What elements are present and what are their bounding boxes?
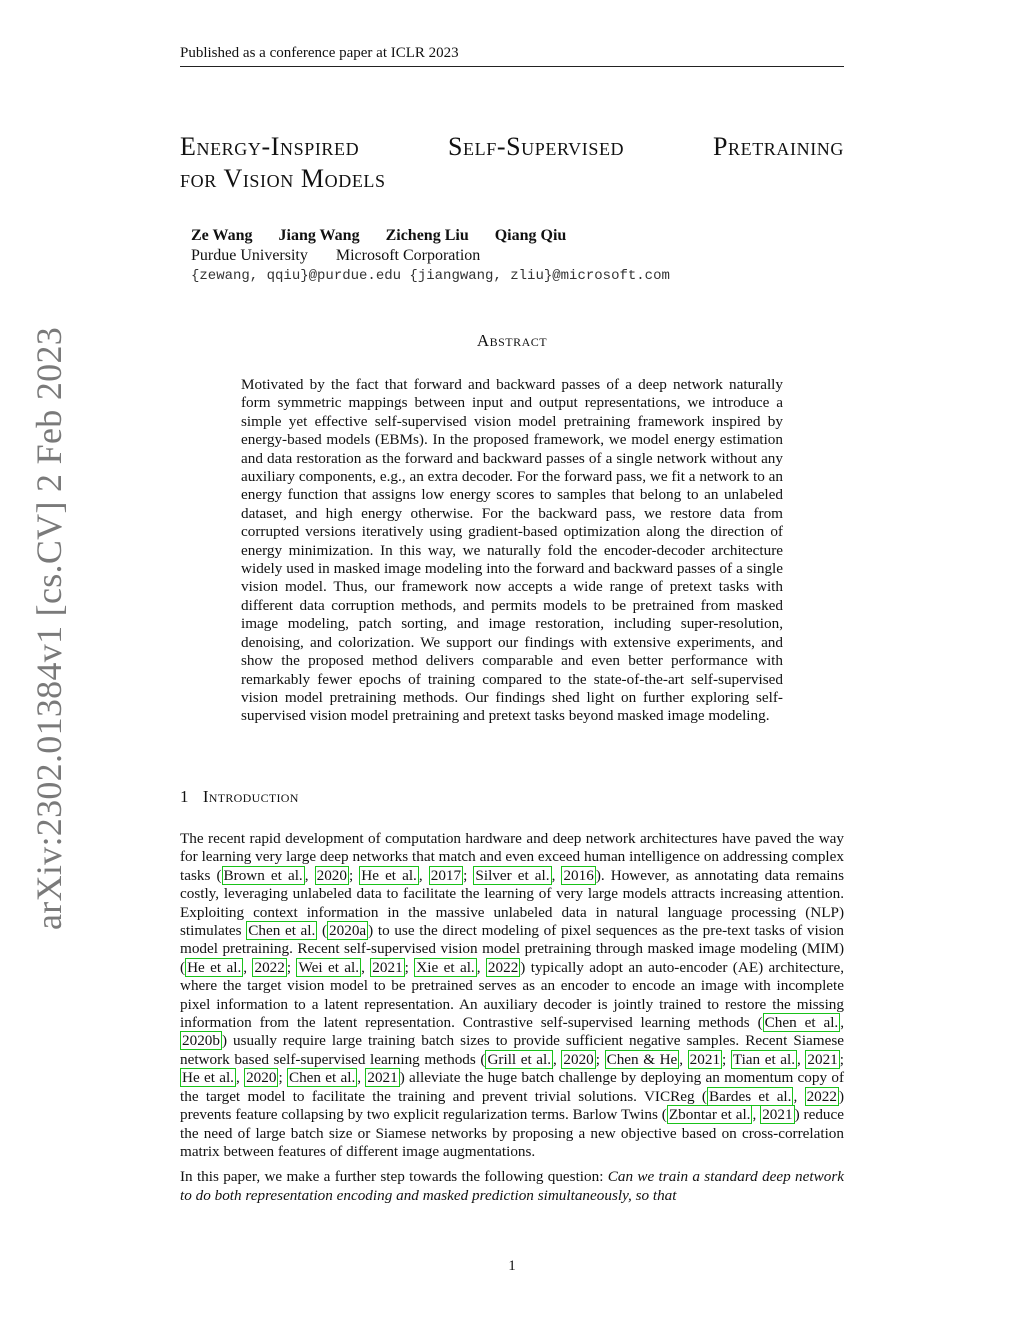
citation-link[interactable]: Grill et al. — [487, 1050, 552, 1068]
citation-link[interactable]: 2021 — [689, 1050, 721, 1068]
citation-link[interactable]: Chen & He — [606, 1050, 678, 1068]
citation-link[interactable]: Chen et al. — [288, 1069, 356, 1087]
author-name: Ze Wang — [191, 227, 253, 244]
citation-link[interactable]: 2017 — [430, 866, 462, 884]
citation-link[interactable]: Xie et al. — [416, 958, 475, 976]
running-header: Published as a conference paper at ICLR 2023 — [180, 45, 459, 61]
citation-link[interactable]: Bardes et al. — [708, 1087, 792, 1105]
citation-link[interactable]: 2021 — [367, 1069, 398, 1087]
citation-link[interactable]: Silver et al. — [475, 866, 550, 884]
citation-link[interactable]: 2022 — [254, 958, 285, 976]
section-heading — [180, 787, 299, 807]
arxiv-identifier: arXiv:2302.01384v1 [cs.CV] 2 Feb 2023 — [29, 326, 69, 930]
citation-link[interactable]: Chen et al. — [248, 922, 316, 940]
citation-link[interactable]: 2022 — [806, 1087, 837, 1105]
author-name: Qiang Qiu — [494, 227, 567, 244]
author-name: Zicheng Liu — [385, 227, 469, 244]
citation-link[interactable]: He et al. — [361, 866, 417, 884]
citation-link[interactable]: 2020 — [316, 866, 347, 884]
title-word: Pretraining — [712, 132, 844, 161]
affiliation: Purdue University — [191, 247, 308, 264]
citation-link[interactable]: 2021 — [762, 1106, 793, 1124]
author-names — [191, 226, 670, 246]
paper-title — [180, 131, 844, 195]
author-name: Jiang Wang — [278, 227, 360, 244]
citation-link[interactable]: Chen et al. — [764, 1014, 839, 1032]
citation-link[interactable]: 2020a — [329, 922, 367, 940]
citation-link[interactable]: Zbontar et al. — [668, 1106, 751, 1124]
citation-link[interactable]: 2021 — [807, 1050, 838, 1068]
introduction-body — [180, 830, 844, 1212]
header-rule — [180, 66, 844, 67]
section-number: 1 — [180, 787, 189, 806]
citation-link[interactable]: 2020 — [246, 1069, 277, 1087]
paragraph: In this paper, we make a further step towards the following question: Can we train a standard deep network to do both representation encoding and masked prediction simultaneously, so that — [180, 1168, 844, 1204]
research-question: Can we train a standard deep network to do both representation encoding and masked prediction simultaneously, so that — [180, 1168, 844, 1204]
citation-link[interactable]: 2016 — [563, 866, 594, 884]
citation-link[interactable]: 2020 — [563, 1050, 594, 1068]
citation-link[interactable]: 2020b — [182, 1032, 220, 1050]
page-number: 1 — [508, 1258, 516, 1274]
abstract-text: Motivated by the fact that forward and backward passes of a deep network naturally form symmetric mappings between input and output representations, we introduce a simple yet effective self-supervised vision model pretraining framework inspired by energy-based models (EBMs). In the proposed framework, we model energy estimation and data restoration as the forward and backward passes of a single network without any auxiliary components, e.g., an extra decoder. For the forward pass, we fit a network to an energy function that assigns low energy scores to samples that belong to an unlabeled dataset, and high energy otherwise. For the backward pass, we restore data from corrupted versions iteratively using gradient-based optimization along the direction of energy minimization. In this way, we naturally fold the encoder-decoder architecture widely used in masked image modeling into the forward and backward passes of a single vision model. Thus, our framework now accepts a wide range of pretext tasks with different data corruption methods, and permits models to be pretrained from masked image modeling, patch sorting, and image restoration, including super-resolution, denoising, and colorization. We support our findings with extensive experiments, and show the proposed method delivers comparable and even better performance with remarkably fewer epochs of training compared to the state-of-the-art self-supervised vision model pretraining methods. Our findings shed light on further exploring self-supervised vision model pretraining and pretext tasks beyond masked image modeling. — [241, 376, 783, 725]
citation-link[interactable]: He et al. — [182, 1069, 234, 1087]
paragraph: The recent rapid development of computation hardware and deep network architectures have paved the way for learning very large deep networks that match and even exceed human intelligence on addressing complex tasks ( Brown et al. , 2020 ; He et al. , 2017 ; Silver et al. , 2016 ). However, as annotating data remains costly, leveraging unlabeled data to facilitate the learning of very large models attracts increasing attention. Exploiting context information in the massive unlabeled data in natural language processing (NLP) stimulates Chen et al. ( 2020a ) to use the direct modeling of pixel sequences as the pre-text tasks of vision model pretraining. Recent self-supervised vision model pretraining through masked image modeling (MIM) ( He et al. , 2022 ; Wei et al. , 2021 ; Xie et al. , 2022 ) typically adopt an auto-encoder (AE) architecture, where the target vision model to be pretrained serves as an encoder to encode an image with incomplete pixel information to a latent representation. An auxiliary decoder is jointly trained to restore the missing information from the latent representation. Contrastive self-supervised learning methods ( Chen et al. , 2020b ) usually require large training batch sizes to provide sufficient negative samples. Recent Siamese network based self-supervised learning methods ( Grill et al. , 2020 ; Chen & He , 2021 ; Tian et al. , 2021 ; He et al. , 2020 ; Chen et al. , 2021 ) alleviate the huge batch challenge by deploying an momentum copy of the target model to facilitate the training and prevent trivial solutions. VICReg ( Bardes et al. , 2022 ) prevents feature collapsing by two explicit regularization terms. Barlow Twins ( Zbontar et al. , 2021 ) reduce the need of large batch size or Siamese networks by proposing a new objective based on cross-correlation matrix between features of different image augmentations. — [180, 830, 845, 1160]
author-emails: {zewang, qqiu}@purdue.edu {jiangwang, zliu}@microsoft.com — [191, 268, 670, 284]
section-title: Introduction — [202, 787, 299, 806]
citation-link[interactable]: Brown et al. — [223, 866, 303, 884]
citation-link[interactable]: He et al. — [187, 958, 242, 976]
affiliations — [191, 246, 670, 266]
citation-link[interactable]: 2021 — [372, 958, 403, 976]
title-word: Self-Supervised — [448, 132, 625, 161]
title-word: Energy-Inspired — [180, 132, 360, 161]
citation-link[interactable]: Wei et al. — [298, 958, 360, 976]
abstract-heading: Abstract — [476, 331, 548, 350]
author-block — [191, 226, 670, 286]
affiliation: Microsoft Corporation — [335, 247, 481, 264]
citation-link[interactable]: Tian et al. — [732, 1050, 796, 1068]
citation-link[interactable]: 2022 — [487, 958, 519, 976]
title-line-2: for Vision Models — [180, 164, 386, 193]
